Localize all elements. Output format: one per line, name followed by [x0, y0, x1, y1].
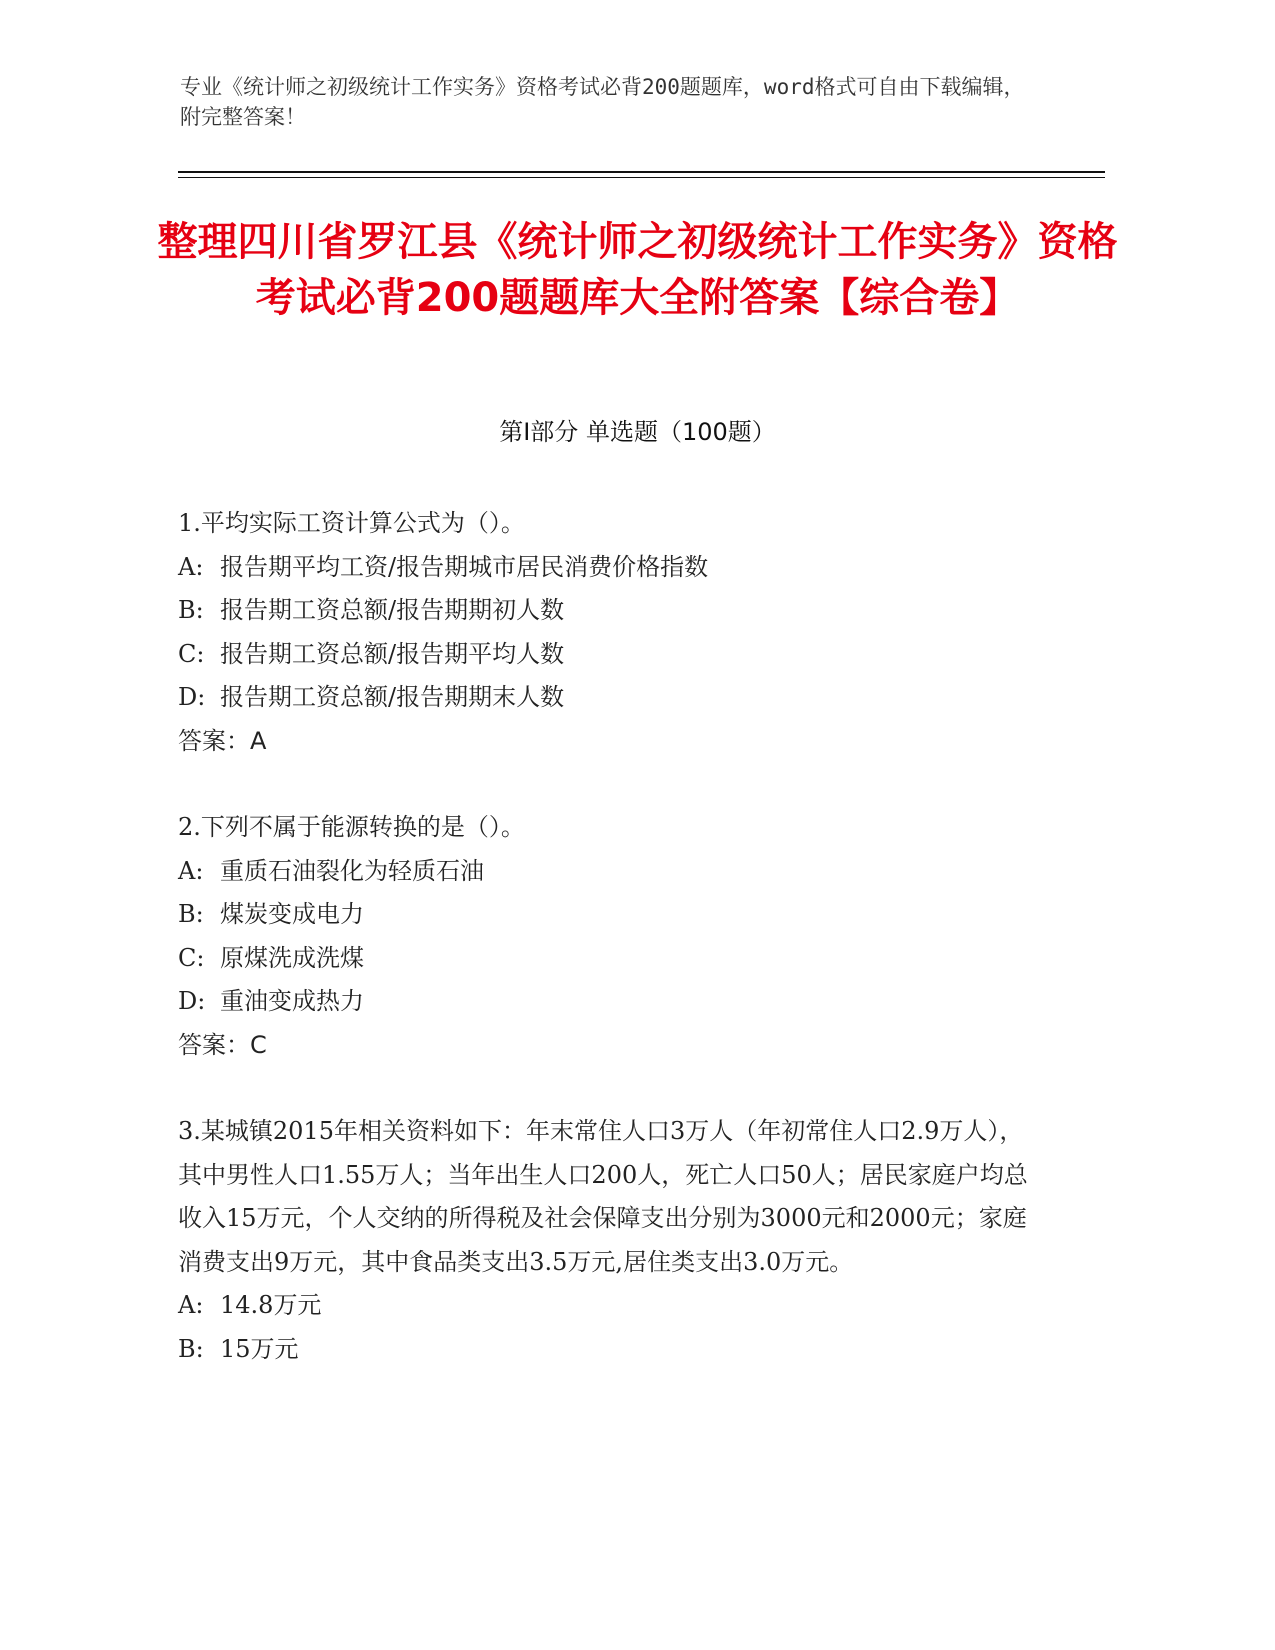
option-letter: A:: [178, 856, 204, 885]
option-letter: B:: [178, 900, 204, 928]
header-note: 专业《统计师之初级统计工作实务》资格考试必背200题题库，word格式可自由下载编辑，附完整答案！: [180, 75, 1025, 129]
option-text: 报告期平均工资/报告期城市居民消费价格指数: [220, 552, 709, 581]
question-3: [178, 1110, 1038, 1371]
option-c: [178, 633, 1038, 677]
question-1: [178, 502, 1038, 763]
option-letter: B:: [178, 596, 204, 624]
option-d: [178, 980, 1038, 1024]
option-text: 报告期工资总额/报告期期末人数: [220, 683, 565, 711]
option-b: [178, 589, 1038, 633]
question-stem: 1.平均实际工资计算公式为（）。: [178, 509, 525, 537]
question-2: [178, 806, 1038, 1067]
option-text: 重质石油裂化为轻质石油: [220, 856, 484, 885]
header-divider-thick: [178, 171, 1105, 173]
option-b: [178, 1328, 1038, 1372]
option-a: [178, 546, 1038, 590]
option-c: [178, 937, 1038, 981]
question-list: [178, 502, 1038, 1414]
answer-line: 答案：C: [178, 1030, 267, 1059]
option-letter: C:: [178, 639, 205, 668]
option-letter: A:: [178, 552, 204, 581]
option-letter: D:: [178, 683, 206, 711]
option-letter: C:: [178, 943, 205, 972]
section-title: 第Ⅰ部分 单选题（100题）: [499, 418, 776, 446]
option-text: 14.8万元: [220, 1291, 322, 1319]
option-text: 重油变成热力: [220, 987, 364, 1015]
question-stem: 2.下列不属于能源转换的是（）。: [178, 813, 525, 841]
question-stem: 3.某城镇2015年相关资料如下：年末常住人口3万人（年初常住人口2.9万人），其中男性人口1.55万人；当年出生人口200人，死亡人口50人；居民家庭户均总收入15万元，个人交纳的所得税及社会保障支出分别为3000元和2000元；家庭消费支出9万元，其中食品类支出3.5万元,居住类支出3.0万元。: [178, 1117, 1028, 1276]
option-a: [178, 1284, 1038, 1328]
document-title: 整理四川省罗江县《统计师之初级统计工作实务》资格考试必背200题题库大全附答案【综合卷】: [157, 219, 1118, 321]
option-letter: A:: [178, 1291, 204, 1319]
header-divider-thin: [178, 177, 1105, 178]
option-text: 报告期工资总额/报告期平均人数: [220, 639, 565, 668]
option-letter: B:: [178, 1334, 204, 1363]
option-b: [178, 893, 1038, 937]
option-text: 原煤洗成洗煤: [220, 943, 364, 972]
answer-line: 答案：A: [178, 726, 267, 755]
option-text: 煤炭变成电力: [220, 900, 364, 928]
option-text: 15万元: [220, 1334, 299, 1363]
option-letter: D:: [178, 987, 206, 1015]
option-text: 报告期工资总额/报告期期初人数: [220, 596, 565, 624]
option-a: [178, 850, 1038, 894]
option-d: [178, 676, 1038, 720]
